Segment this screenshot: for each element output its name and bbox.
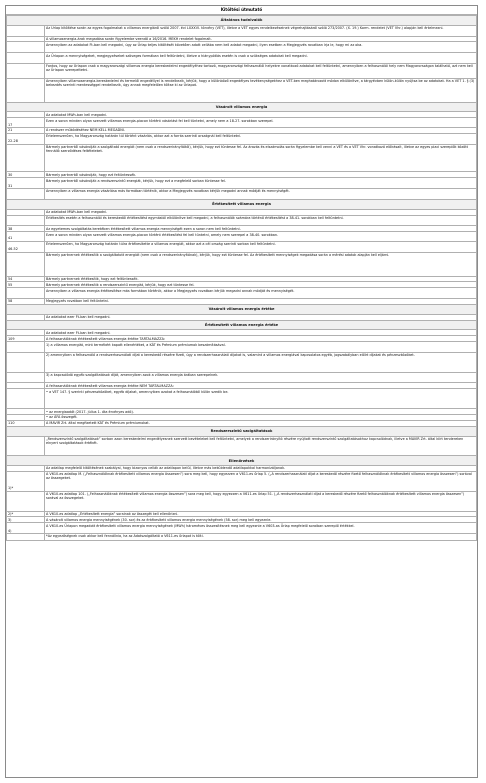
section-title: Általános tudnivalók <box>7 16 477 26</box>
section-title: Rendszerszintű szolgáltatások <box>7 426 477 436</box>
row-text: Az egyetemes szolgáltatás keretében értékesített villamos energia mennyiségét ezen a soron nem kell feltüntetni. <box>45 226 477 232</box>
row-text: Amennyiben villamosenergia-kereskedelmi és termelői engedéllyel is rendelkezik, kérjük, hogy a különböző engedélyes tevékenységekhez a VET-ben meghatározott módon elkülönítve, a tárgyévben külön-külön nyújtsa be az adatokat. Ha a VET 1. § (3) bekezdés szerinti mentességgel rendelkezik, úgy annak megfelelően töltse ki az Űrlapot. <box>45 78 477 102</box>
row-number <box>7 78 45 102</box>
row-text: A V610-es adatlap „Értékesített energia” sorainak az összegét kell ellenőrizni. <box>45 511 477 517</box>
row-text: Bármely partnertől vásárolják a rendszerszintű energiát, kérjük, hogy ezt a megfelelő sorban tüntesse fel. <box>45 178 477 189</box>
instructions-table <box>6 15 477 541</box>
instruction-row <box>7 241 477 252</box>
row-number: 31 <box>7 178 45 189</box>
row-number: 30 <box>7 172 45 178</box>
row-text: Az Űrlap kitöltése során az egyes fogalmakat a villamos energiáról szóló 2007. évi LXXXVI. törvény (VET), illetve a VET egyes rendelkezéseinek végrehajtásáról szóló 273/2007. (X. 19.) Korm. rendelet (VET Vhr.) alapján kell értelmezni. <box>45 25 477 36</box>
row-number <box>7 25 45 36</box>
row-text: A vásárolt villamos energia mennyiségének (30. sor) és az értékesített villamos energia mennyiségének (58. sor) meg kell egyeznie. <box>45 517 477 523</box>
row-text: Bármely partnernek értékesítik a szolgáltatott energiát (nem csak a rendszerirányítónak), kérjük, hogy ezt tüntesse fel. Az értékesített mennyiségek megadása során a mérési adatok alapján kell eljárni. <box>45 252 477 276</box>
row-text: Értelemszerűen, ha Magyarország határán túlra értékesítette a villamos energiát, akkor azt a cél ország szerinti sorban kell feltüntetni. <box>45 241 477 252</box>
instruction-row <box>7 523 477 534</box>
row-number: 1)* <box>7 471 45 491</box>
instruction-row <box>7 133 477 144</box>
row-number <box>7 215 45 226</box>
instruction-row <box>7 252 477 276</box>
row-text: 1) a villamos energiát, mint termékért kapott ellenértéket, a KÁT és Prémium prémiumok beszámításával. <box>45 342 477 353</box>
instruction-row <box>7 352 477 372</box>
instruction-row <box>7 64 477 79</box>
instruction-row <box>7 78 477 102</box>
row-number <box>7 436 45 456</box>
section-header <box>7 102 477 112</box>
instruction-row <box>7 178 477 189</box>
row-text: Amennyiben az adatokat Ft-ban kell megadni, úgy az Űrlap teljes kitöltését követően adott cellába nem kell adatot megadni, ilyen esetben a Megjegyzés rovatban írja le, hogy mi az oka. <box>45 42 477 53</box>
row-number <box>7 342 45 353</box>
instruction-row <box>7 471 477 491</box>
row-text: A felhasználóknak értékesített villamos energia értéke TARTALMAZZA: <box>45 336 477 342</box>
instruction-row <box>7 25 477 36</box>
row-number: 4) <box>7 523 45 534</box>
row-number <box>7 372 45 383</box>
row-number <box>7 144 45 172</box>
row-number <box>7 352 45 372</box>
row-text: 3) a kapcsolódó egyéb szolgáltatások díját, amennyiben azok a villamos energia árában szerepelnek. <box>45 372 477 383</box>
instruction-row <box>7 389 477 409</box>
row-text: Ezen a soron minden olyan szerzett villamos energia-piacon történt vásárlást fel kell tüntetni, amely nem a 18-27. sorokban szerepel. <box>45 118 477 128</box>
section-title: Vásárolt villamos energia <box>7 102 477 112</box>
row-text: Az adatokat ezer Ft-ban kell megadni. <box>45 314 477 320</box>
section-header <box>7 426 477 436</box>
row-text: 2) amennyiben a felhasználó a rendszerhasználati díjat a kereskedő részére fizeti, úgy a rendszerhasználati díjakat is, valamint a villamos energiával kapcsolatos egyéb, jogszabályban előírt díjakat és pénzeszközöket. <box>45 352 477 372</box>
section-header <box>7 16 477 26</box>
row-number: 22-28 <box>7 133 45 144</box>
row-text: Ezen a soron minden olyan szerzett villamos energia-piacon történt értékesítést fel kell tüntetni, amely nem szerepel a 38-40. sorokban. <box>45 232 477 242</box>
instruction-row <box>7 215 477 226</box>
instruction-row <box>7 232 477 242</box>
instructions-sheet <box>5 5 478 778</box>
instruction-row <box>7 118 477 128</box>
row-number: 58 <box>7 299 45 305</box>
row-number <box>7 534 45 541</box>
instruction-row <box>7 342 477 353</box>
row-text: Bármely partnernek értékesítik a rendszerszintű energiát, kérjük, hogy ezt tüntesse fel. <box>45 282 477 288</box>
row-number <box>7 389 45 409</box>
row-number <box>7 252 45 276</box>
row-number: 55 <box>7 282 45 288</box>
row-number: 38 <box>7 226 45 232</box>
row-text: A V610-es Űrlapon megadott értékesített villamos energia mennyiségének (MWh) hároméves összesítésnek meg kell egyeznie a V603-as Űrlap megfelelő soraiban szereplő értékkel. <box>45 523 477 534</box>
row-text: • az energiaadót (2017. július 1. óta érvényes adó). <box>45 409 477 415</box>
row-text: *Az egyezőségnek csak akkor kell fennállnia, ha az Adatszolgáltató a V611-es űrlapot is tölti. <box>45 534 477 541</box>
row-text: Megjegyzés rovatban kell feltüntetni. <box>45 299 477 305</box>
row-number: 3) <box>7 517 45 523</box>
row-number: 46-52 <box>7 241 45 252</box>
instruction-row <box>7 372 477 383</box>
row-text: Bármely partnertől vásárolják a szolgáltató energiát (nem csak a rendszerirányítótól), kérjük, hogy ezt tüntesse fel. Az árazás és elszámolás során figyelembe kell venni a VET és a VET Vhr. vonatkozó előírásait, illetve az egyes piaci szereplők között fennálló szerződéses feltételeket. <box>45 144 477 172</box>
row-text: Értelemszerűen, ha Magyarország határán túl történt vásárlás, akkor azt a forrás szerinti országnál kell feltüntetni. <box>45 133 477 144</box>
row-number <box>7 288 45 299</box>
row-number: 109 <box>7 336 45 342</box>
instruction-row <box>7 534 477 541</box>
row-number: 54 <box>7 276 45 282</box>
row-text: Fontos, hogy az Űrlapon csak a magyarországi villamos energia kereskedelmi engedélyéhez tartozó, magyarországi felhasználói helyekre vonatkozó adatokat kell feltüntetni, amennyiben a felhasználói hely nem Magyarországon található, azt nem kell az Űrlapon szerepeltetni. <box>45 64 477 79</box>
section-title: Értékesített villamos energia értéke <box>7 320 477 330</box>
row-text: A rendszer működéséhez NEM KELL MEGADNI. <box>45 128 477 134</box>
instruction-row <box>7 53 477 64</box>
section-header <box>7 304 477 314</box>
row-number: 21 <box>7 128 45 134</box>
row-text: Az Űrlapon a mennyiségeket, megjegyzéseket szöveges formában kell feltüntetni, illetve a hiánypótlás esetén is csak a szükséges adatokat kell megadni. <box>45 53 477 64</box>
section-title: Értékesített villamos energia <box>7 199 477 209</box>
instruction-row <box>7 189 477 200</box>
row-text: Az adatlap megfelelő kitöltésének szabályai, hogy bizonyos cellák az adatlapon belül, illetve más beküldendő adatlapokkal harmonizáljanak. <box>45 466 477 472</box>
instruction-row <box>7 42 477 53</box>
row-number: 110 <box>7 420 45 426</box>
row-number <box>7 189 45 200</box>
row-text: Értékesítés esetén a felhasználói és kereskedői értékesítést egymástól elkülönítve kell megadni, a felhasználók számára történő értékesítést a 38-41. sorokban kell feltüntetni. <box>45 215 477 226</box>
row-text: • a VET 147. § szerinti pénzeszközöket, egyéb díjakat, amennyiben azokat a felhasználótól külön szedik be. <box>45 389 477 409</box>
row-text: A V610-es adatlap 101. („Felhasználóknak értékesített villamos energia összesen”) sora meg kell, hogy egyezzen a V611-es űrlap 51. („A rendszerhasználati díjat a kereskedő részére fizető felhasználóknak értékesített villamos energia összesen”) sorával az összegeket. <box>45 491 477 511</box>
row-text: A MAVIR Zrt. által megfizetett KÁT és Prémium prémiumokat. <box>45 420 477 426</box>
row-text: • az ÁFA összegét. <box>45 415 477 421</box>
row-text: „Rendszerszintű szolgáltatások” sorban azon kereskedelmi engedélyesnek szerzett bevételeket kell feltüntetni, amelyek a rendszerirányító részére nyújtott rendszerszintű szolgáltatásokhoz kapcsolódnak, illetve a MAVIR Zrt. által kiírt tendereken elnyert szolgáltatások értékét. <box>45 436 477 456</box>
row-number <box>7 491 45 511</box>
row-text: A felhasználóknak értékesített villamos energia értéke NEM TARTALMAZZA: <box>45 383 477 389</box>
instruction-row <box>7 288 477 299</box>
row-number: 2)* <box>7 511 45 517</box>
section-header <box>7 456 477 466</box>
row-text: Az adatokat MWh-ban kell megadni. <box>45 209 477 215</box>
section-header <box>7 320 477 330</box>
row-text: A villamosenergia-árak megadása során figyelembe veendő a 16/2016. MEKH rendelet fogalmait. <box>45 36 477 42</box>
row-number: 41 <box>7 232 45 242</box>
row-text: Amennyiben a villamos energia értékesítése más formában történik, akkor a Megjegyzés rovatban kérjük megadni annak módját és mennyiségét. <box>45 288 477 299</box>
row-number: 17 <box>7 118 45 128</box>
row-text: Bármely partnertől vásárolják, hogy ezt feltüntessék. <box>45 172 477 178</box>
row-text: Amennyiben a villamos energia vásárlása más formában történik, akkor a Megjegyzés rovatban kérjük megadni annak módját és mennyiségét. <box>45 189 477 200</box>
section-title: Vásárolt villamos energia értéke <box>7 304 477 314</box>
row-number <box>7 64 45 79</box>
row-text: Bármely partnernek értékesítik, hogy ezt feltüntessék. <box>45 276 477 282</box>
row-number <box>7 42 45 53</box>
instruction-row <box>7 491 477 511</box>
section-header <box>7 199 477 209</box>
instruction-row <box>7 436 477 456</box>
row-number <box>7 53 45 64</box>
row-text: A V610-es adatlap M. („Felhasználóknak értékesített villamos energia összesen”) sora meg kell, hogy egyezzen a V611-es űrlap 5. („A rendszerhasználati díjat a kereskedő részére fizető felhasználóknak értékesített villamos energia összesen”) sorával az összegeket. <box>45 471 477 491</box>
section-title: Ellenőrzések <box>7 456 477 466</box>
page-title: Kitöltési útmutató <box>6 6 477 15</box>
row-text: Az adatokat ezer Ft-ban kell megadni. <box>45 330 477 336</box>
instruction-row <box>7 144 477 172</box>
row-text: Az adatokat MWh-ban kell megadni. <box>45 112 477 118</box>
